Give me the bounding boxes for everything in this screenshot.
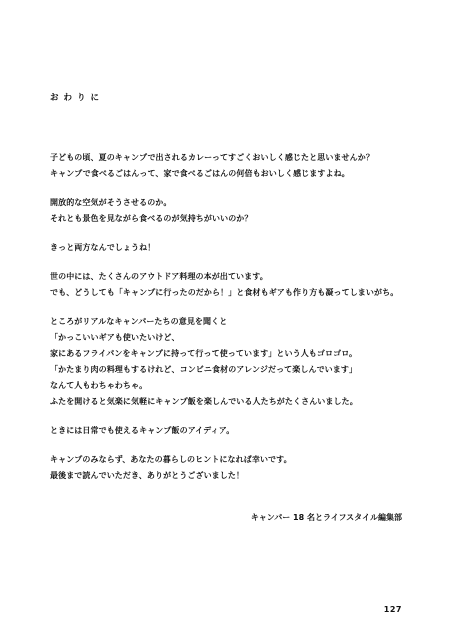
text-line: 「かっこいいギアも使いたいけど、 [50,333,180,342]
page-number: 127 [383,605,402,614]
text-line: ときには日常でも使えるキャンプ飯のアイディア。 [50,426,235,435]
text-line: 最後まで読んでいただき、ありがとうございました！ [50,471,245,480]
text-line: ところがリアルなキャンパーたちの意見を聞くと [50,317,228,326]
text-line: キャンプで食べるごはんって、家で食べるごはんの何倍もおいしく感じますよね。 [50,169,350,178]
text-line: キャンプのみならず、あなたの暮らしのヒントになれば幸いです。 [50,455,292,464]
text-line: でも、どうしても「キャンプに行ったのだから！」と食材もギアも作り方も凝ってしまいがち。 [50,288,399,297]
paragraph [50,423,420,439]
text-line: それとも景色を見ながら食べるのが気持ちがいいのか？ [50,214,253,223]
text-line: 家にあるフライパンをキャンプに持って行って使っています」という人もゴロゴロ。 [50,349,358,358]
paragraph [50,195,420,227]
author-credit: キャンパー 18 名とライフスタイル編集部 [250,513,402,522]
paragraph [50,314,420,410]
paragraph [50,452,420,484]
page-heading: おわりに [50,93,105,103]
text-line: 「かたまり肉の料理もするけれど、コンビニ食材のアレンジだって楽しんでいます」 [50,365,358,374]
text-line: きっと両方なんでしょうね！ [50,243,156,252]
body-text [50,150,420,497]
paragraph [50,269,420,301]
text-line: 開放的な空気がそうさせるのか。 [50,198,172,207]
text-line: ふたを開けると気楽に気軽にキャンプ飯を楽しんでいる人たちがたくさんいました。 [50,397,358,406]
text-line: 世の中には、たくさんのアウトドア料理の本が出ています。 [50,272,268,281]
text-line: 子どもの頃、夏のキャンプで出されるカレーってすごくおいしく感じたと思いませんか？ [50,153,374,162]
paragraph [50,240,420,256]
text-line: なんて人もわちゃわちゃ。 [50,381,148,390]
paragraph [50,150,420,182]
